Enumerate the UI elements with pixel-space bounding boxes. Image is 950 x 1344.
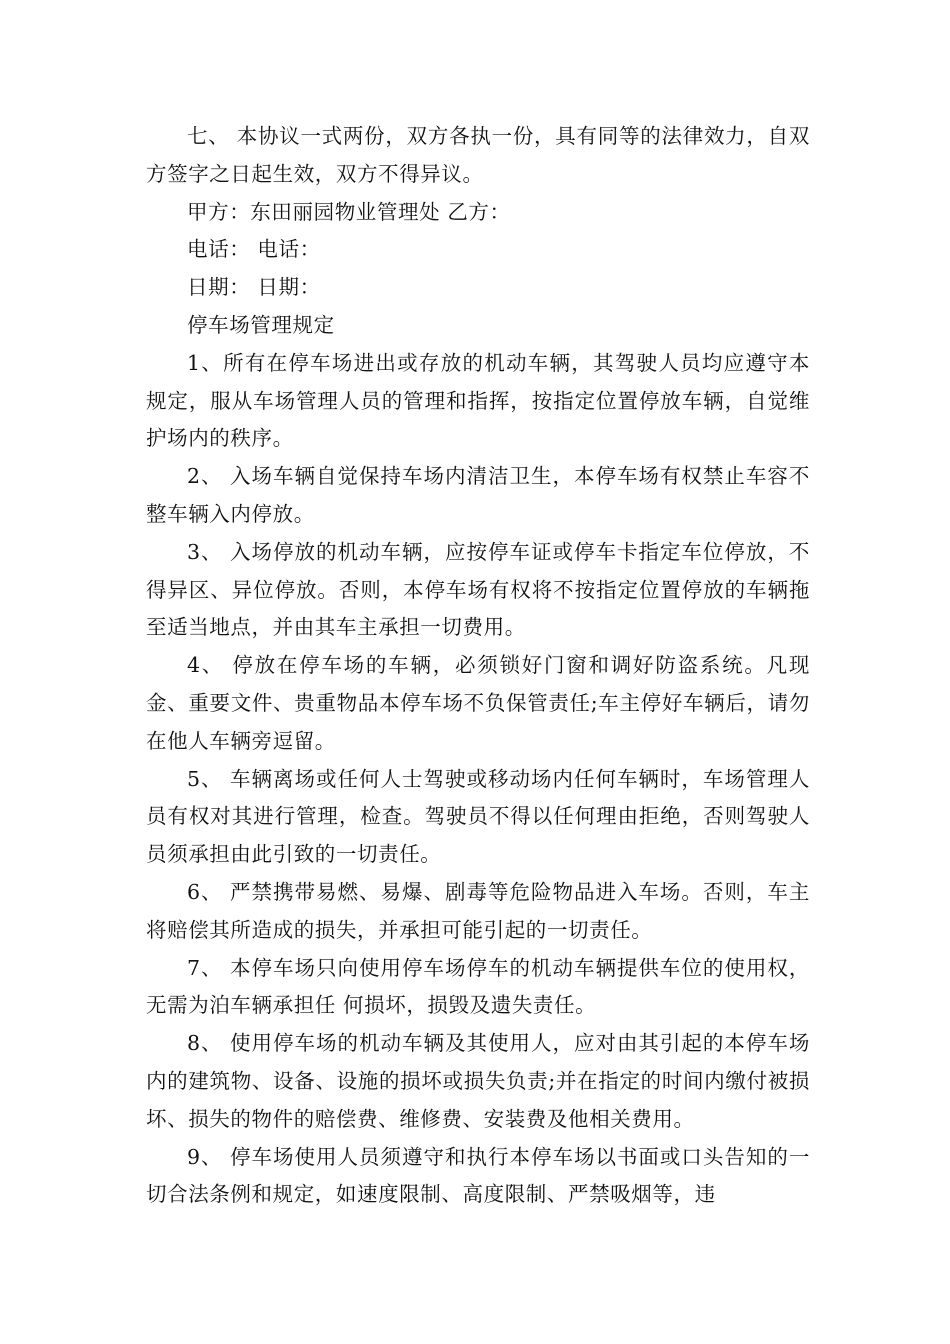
rule-item-6: 6、 严禁携带易燃、易爆、剧毒等危险物品进入车场。否则，车主将赔偿其所造成的损失，并承担可能引起的一切责任。	[146, 879, 810, 942]
rule-item-9: 9、 停车场使用人员须遵守和执行本停车场以书面或口头告知的一切合法条例和规定，如速度限制、高度限制、严禁吸烟等，违	[146, 1144, 810, 1207]
phone-line: 电话： 电话：	[187, 237, 321, 262]
document-body	[146, 118, 810, 1214]
rule-item-4: 4、 停放在停车场的车辆，必须锁好门窗和调好防盗系统。凡现金、重要文件、贵重物品本停车场不负保管责任;车主停好车辆后，请勿在他人车辆旁逗留。	[146, 653, 810, 753]
rule-item-2: 2、 入场车辆自觉保持车场内清洁卫生，本停车场有权禁止车容不整车辆入内停放。	[146, 464, 810, 526]
agreement-clause-seven: 七、 本协议一式两份，双方各执一份，具有同等的法律效力，自双方签字之日起生效，双方不得异议。	[146, 124, 810, 186]
date-line: 日期： 日期：	[187, 275, 321, 300]
rule-item-3: 3、 入场停放的机动车辆，应按停车证或停车卡指定车位停放，不得异区、异位停放。否则，本停车场有权将不按指定位置停放的车辆拖至适当地点，并由其车主承担一切费用。	[146, 539, 810, 640]
rule-item-1: 1、所有在停车场进出或存放的机动车辆，其驾驶人员均应遵守本规定，服从车场管理人员的管理和指挥，按指定位置停放车辆，自觉维护场内的秩序。	[146, 350, 810, 451]
party-line: 甲方：东田丽园物业管理处 乙方：	[187, 199, 511, 224]
rules-title: 停车场管理规定	[187, 312, 335, 337]
rule-item-7: 7、 本停车场只向使用停车场停车的机动车辆提供车位的使用权，无需为泊车辆承担任 何损坏，损毁及遗失责任。	[146, 955, 810, 1018]
rule-item-5: 5、 车辆离场或任何人士驾驶或移动场内任何车辆时，车场管理人员有权对其进行管理，检查。驾驶员不得以任何理由拒绝，否则驾驶人员须承担由此引致的一切责任。	[146, 766, 810, 867]
rule-item-8: 8、 使用停车场的机动车辆及其使用人，应对由其引起的本停车场内的建筑物、设备、设施的损坏或损失负责;并在指定的时间内缴付被损坏、损失的物件的赔偿费、维修费、安装费及他相关费用。	[146, 1031, 810, 1131]
